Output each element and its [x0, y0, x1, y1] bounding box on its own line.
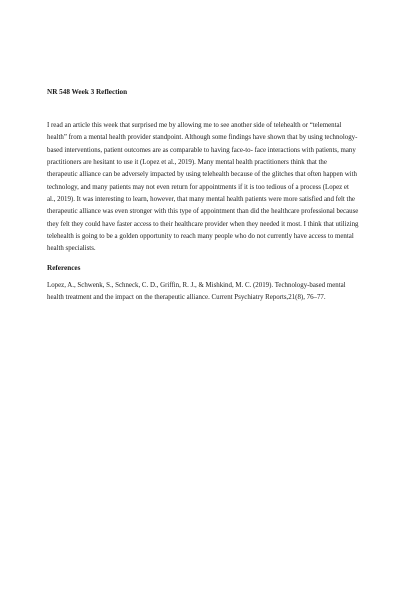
references-heading: References [47, 263, 81, 272]
reflection-paragraph: I read an article this week that surprised me by allowing me to see another side of telehealth or “telemental health” from a mental health provider standpoint. Although some findings have shown that by using technology- based interventions, patient outcomes are as comparable to having face-to- face interactions with patients, many practitioners are hesitant to use it (Lopez et al., 2019). Many mental health practitioners think that the therapeutic alliance can be adversely impacted by using telehealth because of the glitches that often happen with technology, and many patients may not even return for appointments if it is too tedious of a process (Lopez et al., 2019). It was interesting to learn, however, that many mental health patients were more satisfied and felt the therapeutic alliance was even stronger with this type of appointment than did the healthcare professional because they felt they could have faster access to their healthcare provider when they needed it most. I think that utilizing telehealth is going to be a golden opportunity to reach many people who do not currently have access to mental health specialists. [47, 122, 359, 253]
reference-entry: Lopez, A., Schwenk, S., Schneck, C. D., Griffin, R. J., & Mishkind, M. C. (2019). Technology-based mental health treatment and the impact on the therapeutic alliance. Current Psychiatry Reports,21(8), 76–77. [47, 281, 346, 302]
document-content [47, 87, 359, 304]
document-title: NR 548 Week 3 Reflection [47, 88, 128, 96]
